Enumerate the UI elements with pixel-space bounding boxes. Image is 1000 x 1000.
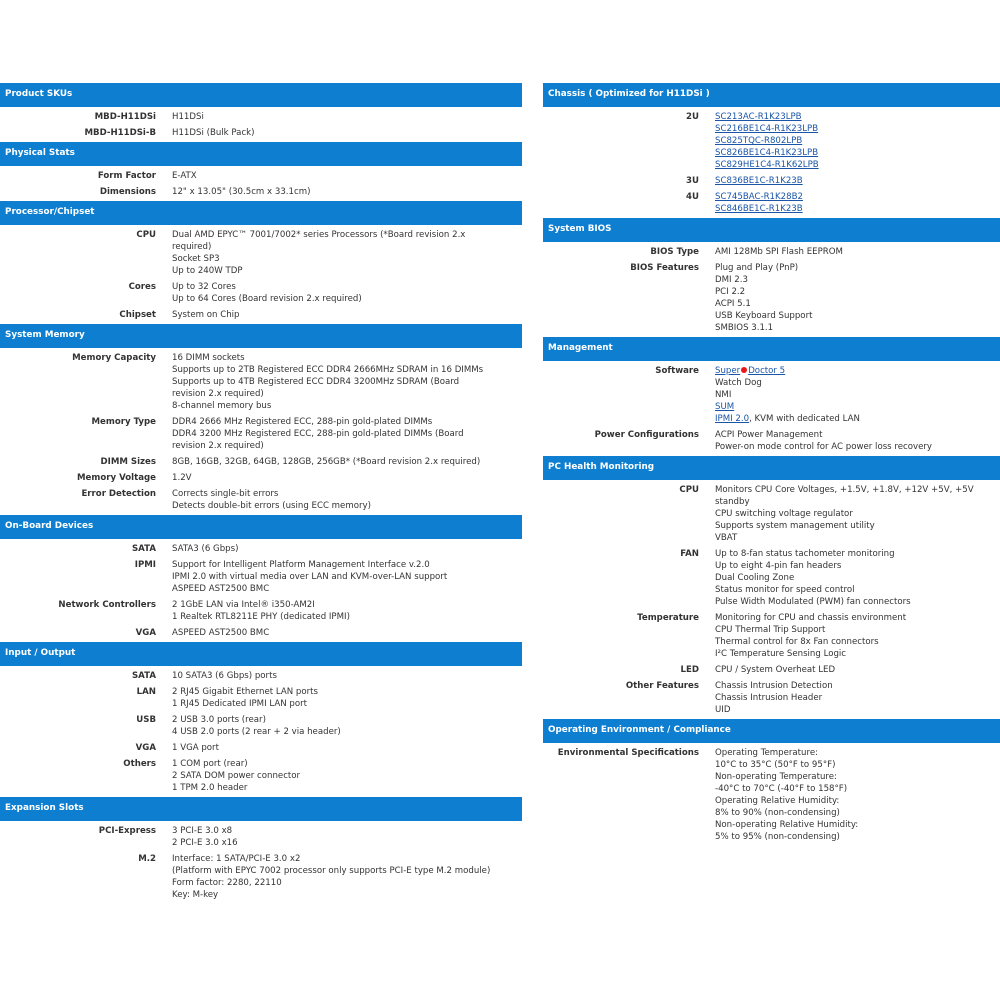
section-physical-stats (0, 142, 522, 201)
spec-values (715, 484, 1000, 544)
spec-value: Power-on mode control for AC power loss recovery (715, 442, 932, 452)
spec-label: Temperature (637, 613, 699, 623)
section-on-board-devices (0, 515, 522, 642)
spec-value: 1 RJ45 Dedicated IPMI LAN port (172, 699, 307, 709)
spec-values (172, 543, 522, 555)
section-header: On-Board Devices (0, 515, 522, 539)
chassis-link-line (715, 159, 1000, 171)
spec-value: Pulse Width Modulated (PWM) fan connectors (715, 597, 911, 607)
spec-label: BIOS Type (650, 247, 699, 257)
chassis-link[interactable]: SC829HE1C4-R1K62LPB (715, 160, 819, 170)
spec-label: Other Features (625, 681, 699, 691)
spec-values (172, 758, 522, 794)
spec-values (715, 429, 1000, 453)
spec-value: 1 VGA port (172, 743, 219, 753)
spec-values (715, 680, 1000, 716)
chassis-link-line (715, 135, 1000, 147)
spec-value: Chassis Intrusion Header (715, 693, 823, 703)
spec-value: 1 COM port (rear) (172, 759, 248, 769)
spec-value: 10 SATA3 (6 Gbps) ports (172, 671, 277, 681)
spec-values (715, 191, 1000, 215)
spec-value: I²C Temperature Sensing Logic (715, 649, 847, 659)
spec-value: Non-operating Relative Humidity: (715, 820, 859, 830)
spec-value: E-ATX (172, 171, 197, 181)
chassis-link-line (715, 147, 1000, 159)
spec-label: 3U (686, 176, 699, 186)
spec-row-software (543, 365, 1000, 425)
spec-value: Dual Cooling Zone (715, 573, 795, 583)
spec-value: Operating Relative Humidity: (715, 796, 840, 806)
spec-value: Supports up to 2TB Registered ECC DDR4 2666MHz SDRAM in 16 DIMMs (172, 365, 484, 375)
sum-link[interactable]: SUM (715, 402, 735, 412)
chassis-link-line (715, 123, 1000, 135)
spec-values (172, 170, 522, 182)
section-body (543, 242, 1000, 337)
spec-value: Up to eight 4-pin fan headers (715, 561, 842, 571)
spec-value: DDR4 3200 MHz Registered ECC, 288-pin gold-plated DIMMs (Board revision 2.x required) (172, 429, 464, 451)
spec-value: CPU / System Overheat LED (715, 665, 836, 675)
section-body (0, 348, 522, 515)
spec-label: Power Configurations (594, 430, 699, 440)
superdoctor-link-tail[interactable]: Doctor 5 (748, 366, 786, 376)
spec-value: Socket SP3 (172, 254, 220, 264)
spec-value: 8-channel memory bus (172, 401, 272, 411)
section-operating-environment-compliance (543, 719, 1000, 846)
section-header: PC Health Monitoring (543, 456, 1000, 480)
spec-value: 3 PCI-E 3.0 x8 (172, 826, 233, 836)
spec-row-lan (0, 686, 522, 710)
section-header: Physical Stats (0, 142, 522, 166)
cursor-marker-icon (741, 367, 747, 373)
spec-value: 1 Realtek RTL8211E PHY (dedicated IPMI) (172, 612, 350, 622)
spec-value: CPU Thermal Trip Support (715, 625, 826, 635)
spec-value: 2 PCI-E 3.0 x16 (172, 838, 238, 848)
spec-value: AMI 128Mb SPI Flash EEPROM (715, 247, 843, 257)
section-product-skus (0, 83, 522, 142)
spec-value: SMBIOS 3.1.1 (715, 323, 774, 333)
spec-value: System on Chip (172, 310, 240, 320)
section-body (543, 743, 1000, 846)
spec-row-cpu (543, 484, 1000, 544)
spec-values (715, 612, 1000, 660)
spec-label: SATA (131, 544, 156, 554)
spec-label: Memory Voltage (77, 473, 156, 483)
spec-row-dimm-sizes (0, 456, 522, 468)
spec-values (172, 127, 522, 139)
spec-value: Thermal control for 8x Fan connectors (715, 637, 879, 647)
spec-value: CPU switching voltage regulator (715, 509, 853, 519)
spec-value: 2 USB 3.0 ports (rear) (172, 715, 266, 725)
spec-value: Up to 8-fan status tachometer monitoring (715, 549, 895, 559)
spec-value: DDR4 2666 MHz Registered ECC, 288-pin gold-plated DIMMs (172, 417, 433, 427)
chassis-link[interactable]: SC846BE1C-R1K23B (715, 204, 803, 214)
chassis-link-line (715, 111, 1000, 123)
spec-values (172, 456, 522, 468)
spec-value: 12" x 13.05" (30.5cm x 33.1cm) (172, 187, 311, 197)
section-input-output (0, 642, 522, 797)
sum-line (715, 401, 1000, 413)
chassis-link[interactable]: SC826BE1C4-R1K23LPB (715, 148, 819, 158)
spec-row-m-2 (0, 853, 522, 901)
spec-label: MBD-H11DSi-B (84, 128, 156, 138)
spec-label: M.2 (138, 854, 156, 864)
section-chassis-optimized-for-h11dsi (543, 83, 1000, 218)
spec-row-chipset (0, 309, 522, 321)
spec-row-vga (0, 627, 522, 639)
spec-values (172, 670, 522, 682)
spec-values (172, 686, 522, 710)
spec-label: USB (136, 715, 156, 725)
spec-label: SATA (131, 671, 156, 681)
spec-value: 2 1GbE LAN via Intel® i350-AM2I (172, 600, 315, 610)
spec-label: 2U (686, 112, 699, 122)
spec-value: 2 RJ45 Gigabit Ethernet LAN ports (172, 687, 318, 697)
spec-value: Up to 64 Cores (Board revision 2.x required) (172, 294, 362, 304)
chassis-link[interactable]: SC825TQC-R802LPB (715, 136, 803, 146)
spec-value: DMI 2.3 (715, 275, 748, 285)
spec-label: Form Factor (97, 171, 156, 181)
spec-value: Supports system management utility (715, 521, 875, 531)
chassis-link-line (715, 175, 1000, 187)
section-body (543, 107, 1000, 218)
spec-value: ASPEED AST2500 BMC (172, 628, 270, 638)
spec-value: Watch Dog (715, 378, 762, 388)
spec-value: 1.2V (172, 473, 192, 483)
spec-label: Network Controllers (58, 600, 156, 610)
section-body (0, 166, 522, 201)
spec-row-memory-type (0, 416, 522, 452)
section-header: System BIOS (543, 218, 1000, 242)
spec-label: CPU (136, 230, 156, 240)
spec-row-3u (543, 175, 1000, 187)
spec-values (172, 559, 522, 595)
spec-label: PCI-Express (98, 826, 156, 836)
spec-label: CPU (679, 485, 699, 495)
spec-value: Up to 32 Cores (172, 282, 236, 292)
spec-value: Key: M-key (172, 890, 219, 900)
spec-values (172, 229, 522, 277)
spec-value: (Platform with EPYC 7002 processor only supports PCI-E type M.2 module) (172, 866, 491, 876)
section-body (0, 539, 522, 642)
spec-label: VGA (135, 743, 156, 753)
ipmi-line (715, 413, 1000, 425)
spec-row-network-controllers (0, 599, 522, 623)
section-system-bios (543, 218, 1000, 337)
spec-row-form-factor (0, 170, 522, 182)
spec-value: Form factor: 2280, 22110 (172, 878, 282, 888)
spec-value: 1 TPM 2.0 header (172, 783, 248, 793)
section-body (0, 666, 522, 797)
chassis-link[interactable]: SC216BE1C4-R1K23LPB (715, 124, 819, 134)
spec-value: 5% to 95% (non-condensing) (715, 832, 840, 842)
spec-value: Non-operating Temperature: (715, 772, 837, 782)
section-header: Product SKUs (0, 83, 522, 107)
spec-value: H11DSi (172, 112, 204, 122)
spec-label: Memory Type (91, 417, 156, 427)
spec-label: 4U (686, 192, 699, 202)
spec-values (172, 111, 522, 123)
chassis-link[interactable]: SC745BAC-R1K28B2 (715, 192, 803, 202)
spec-value: Operating Temperature: (715, 748, 819, 758)
spec-label: DIMM Sizes (100, 457, 156, 467)
section-header: Input / Output (0, 642, 522, 666)
spec-row-2u (543, 111, 1000, 171)
spec-value: SATA3 (6 Gbps) (172, 544, 239, 554)
spec-values (172, 714, 522, 738)
spec-row-memory-voltage (0, 472, 522, 484)
section-pc-health-monitoring (543, 456, 1000, 719)
spec-values (715, 246, 1000, 258)
spec-value: Dual AMD EPYC™ 7001/7002* series Processors (*Board revision 2.x required) (172, 230, 466, 252)
chassis-link[interactable]: SC836BE1C-R1K23B (715, 176, 803, 186)
spec-value: Detects double-bit errors (using ECC memory) (172, 501, 371, 511)
spec-value: ASPEED AST2500 BMC (172, 584, 270, 594)
spec-label: IPMI (134, 560, 156, 570)
section-management (543, 337, 1000, 456)
spec-value: VBAT (715, 533, 738, 543)
spec-row-error-detection (0, 488, 522, 512)
spec-row-others (0, 758, 522, 794)
superdoctor-link[interactable]: Super (715, 366, 741, 376)
spec-row-bios-features (543, 262, 1000, 334)
spec-value: NMI (715, 390, 732, 400)
spec-label: Dimensions (99, 187, 156, 197)
spec-row-ipmi (0, 559, 522, 595)
spec-value: Monitoring for CPU and chassis environment (715, 613, 907, 623)
spec-values (172, 472, 522, 484)
section-body (0, 107, 522, 142)
spec-values (715, 262, 1000, 334)
spec-value: PCI 2.2 (715, 287, 746, 297)
spec-row-power-configurations (543, 429, 1000, 453)
spec-row-mbd-h11dsi (0, 111, 522, 123)
spec-value: ACPI Power Management (715, 430, 823, 440)
spec-value: UID (715, 705, 731, 715)
spec-row-usb (0, 714, 522, 738)
spec-value: Plug and Play (PnP) (715, 263, 799, 273)
ipmi-link[interactable]: IPMI 2.0 (715, 414, 750, 424)
spec-values (715, 548, 1000, 608)
section-body (0, 225, 522, 324)
section-body (0, 821, 522, 904)
spec-label: Chipset (119, 310, 156, 320)
spec-values (172, 309, 522, 321)
spec-label: Cores (128, 282, 156, 292)
spec-value: 10°C to 35°C (50°F to 95°F) (715, 760, 836, 770)
spec-row-environmental-specifications (543, 747, 1000, 843)
spec-label: VGA (135, 628, 156, 638)
ipmi-text: , KVM with dedicated LAN (749, 414, 860, 424)
spec-label: LAN (136, 687, 156, 697)
spec-values (172, 825, 522, 849)
spec-value: Corrects single-bit errors (172, 489, 279, 499)
section-processor-chipset (0, 201, 522, 324)
spec-row-other-features (543, 680, 1000, 716)
spec-row-cpu (0, 229, 522, 277)
spec-row-memory-capacity (0, 352, 522, 412)
spec-label: Error Detection (81, 489, 156, 499)
spec-values (172, 352, 522, 412)
spec-values (715, 111, 1000, 171)
spec-values (172, 853, 522, 901)
right-spec-column (543, 83, 1000, 846)
spec-label: MBD-H11DSi (94, 112, 156, 122)
spec-value: Status monitor for speed control (715, 585, 855, 595)
spec-values (172, 599, 522, 623)
spec-values (715, 664, 1000, 676)
section-system-memory (0, 324, 522, 515)
section-header: Management (543, 337, 1000, 361)
spec-label: FAN (680, 549, 699, 559)
spec-label: LED (680, 665, 699, 675)
spec-row-pci-express (0, 825, 522, 849)
spec-values (715, 175, 1000, 187)
spec-value: 4 USB 2.0 ports (2 rear + 2 via header) (172, 727, 341, 737)
spec-row-4u (543, 191, 1000, 215)
spec-values (172, 488, 522, 512)
spec-label: BIOS Features (630, 263, 699, 273)
section-body (543, 361, 1000, 456)
spec-value: -40°C to 70°C (-40°F to 158°F) (715, 784, 848, 794)
spec-value: H11DSi (Bulk Pack) (172, 128, 255, 138)
spec-row-led (543, 664, 1000, 676)
spec-values (172, 416, 522, 452)
spec-values (715, 365, 1000, 425)
spec-value: Chassis Intrusion Detection (715, 681, 833, 691)
spec-label: Others (123, 759, 156, 769)
section-header: Expansion Slots (0, 797, 522, 821)
spec-values (172, 186, 522, 198)
superdoctor-line (715, 365, 1000, 377)
spec-row-temperature (543, 612, 1000, 660)
spec-value: 16 DIMM sockets (172, 353, 245, 363)
spec-label: Memory Capacity (72, 353, 156, 363)
spec-value: Supports up to 4TB Registered ECC DDR4 3200MHz SDRAM (Board revision 2.x required) (172, 377, 460, 399)
left-spec-column (0, 83, 522, 904)
spec-value: 2 SATA DOM power connector (172, 771, 301, 781)
chassis-link[interactable]: SC213AC-R1K23LPB (715, 112, 802, 122)
spec-values (172, 627, 522, 639)
section-header: System Memory (0, 324, 522, 348)
spec-values (172, 742, 522, 754)
spec-row-vga (0, 742, 522, 754)
spec-value: IPMI 2.0 with virtual media over LAN and KVM-over-LAN support (172, 572, 448, 582)
section-body (543, 480, 1000, 719)
spec-value: Support for Intelligent Platform Management Interface v.2.0 (172, 560, 430, 570)
chassis-link-line (715, 203, 1000, 215)
spec-row-bios-type (543, 246, 1000, 258)
spec-row-sata (0, 543, 522, 555)
section-header: Operating Environment / Compliance (543, 719, 1000, 743)
spec-row-cores (0, 281, 522, 305)
spec-value: ACPI 5.1 (715, 299, 751, 309)
spec-values (715, 747, 1000, 843)
spec-row-sata (0, 670, 522, 682)
section-header: Chassis ( Optimized for H11DSi ) (543, 83, 1000, 107)
spec-value: Interface: 1 SATA/PCI-E 3.0 x2 (172, 854, 301, 864)
spec-value: Monitors CPU Core Voltages, +1.5V, +1.8V, +12V +5V, +5V standby (715, 485, 974, 507)
spec-label: Software (655, 366, 699, 376)
spec-row-fan (543, 548, 1000, 608)
spec-label: Environmental Specifications (557, 748, 699, 758)
spec-value: Up to 240W TDP (172, 266, 243, 276)
chassis-link-line (715, 191, 1000, 203)
spec-value: 8GB, 16GB, 32GB, 64GB, 128GB, 256GB* (*Board revision 2.x required) (172, 457, 481, 467)
spec-value: USB Keyboard Support (715, 311, 813, 321)
spec-row-dimensions (0, 186, 522, 198)
section-expansion-slots (0, 797, 522, 904)
spec-row-mbd-h11dsi-b (0, 127, 522, 139)
spec-value: 8% to 90% (non-condensing) (715, 808, 840, 818)
spec-values (172, 281, 522, 305)
section-header: Processor/Chipset (0, 201, 522, 225)
